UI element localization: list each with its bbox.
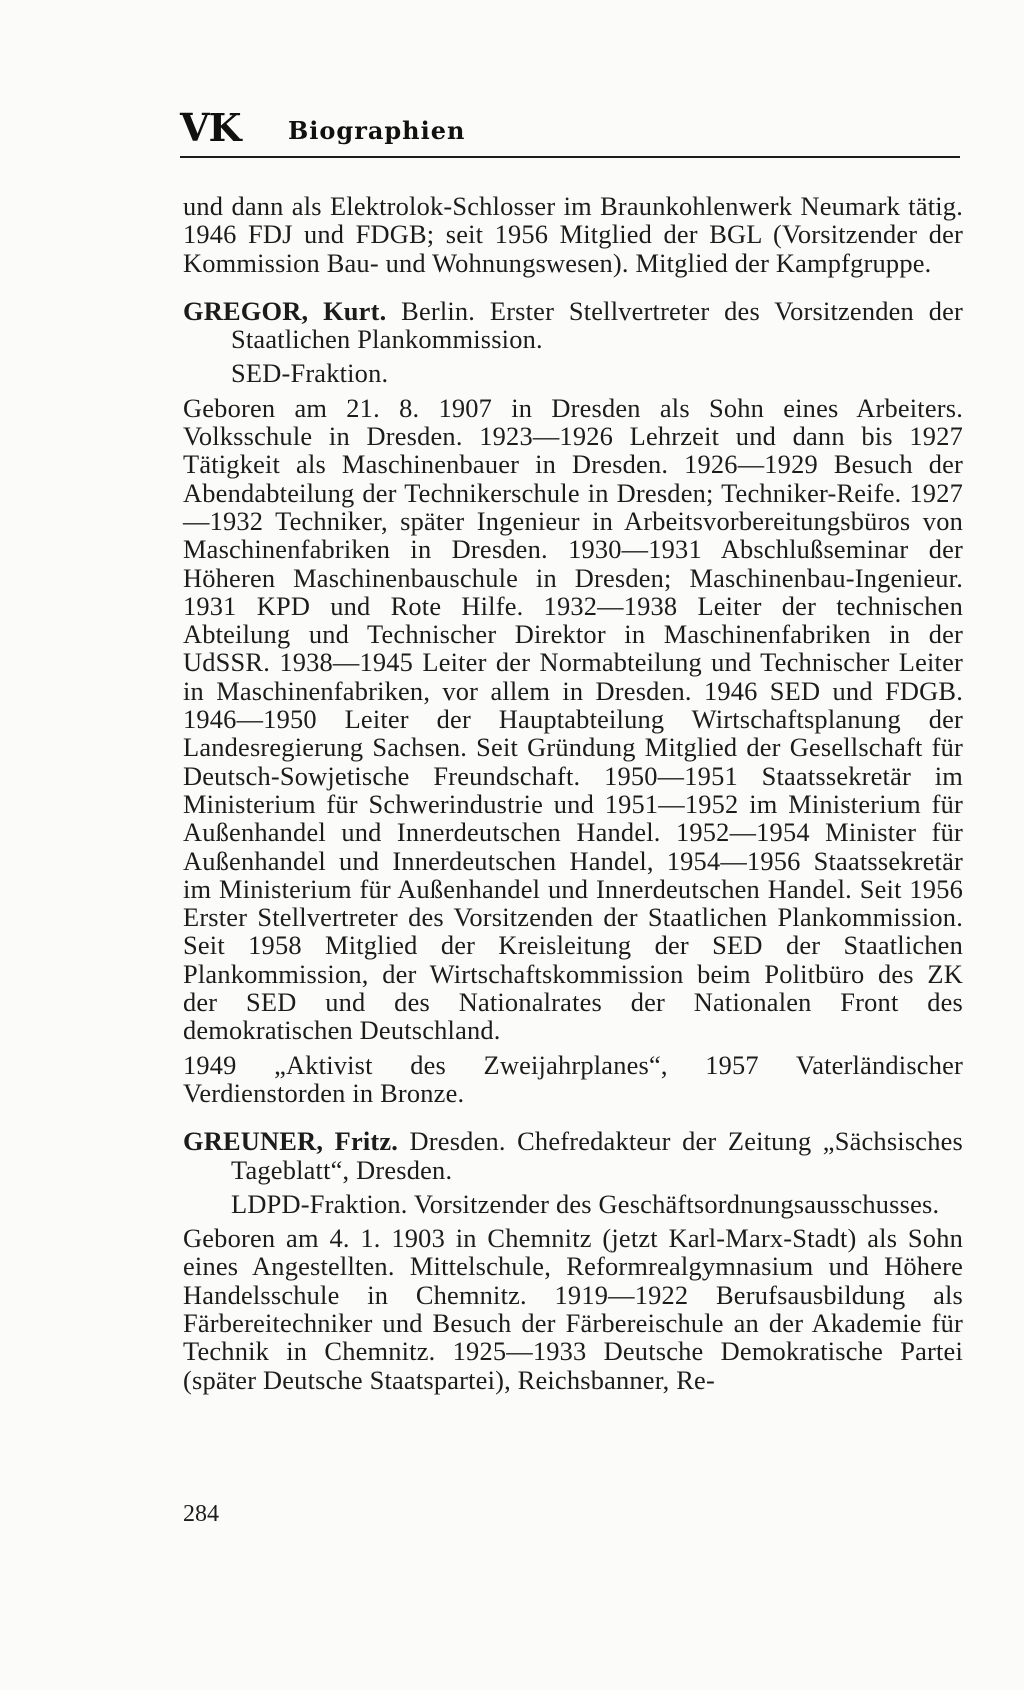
- entry-awards: 1949 „Aktivist des Zweijahrplanes“, 1957 Vaterländischer Verdienstorden in Bronze.: [183, 1049, 963, 1108]
- continuation-paragraph: und dann als Elektrolok-Schlosser im Braunkohlenwerk Neumark tätig. 1946 FDJ und FDGB; seit 1956 Mitglied der BGL (Vorsitzender der Kommission Bau- und Wohnungswesen). Mitglied der Kampfgruppe.: [183, 191, 963, 278]
- page-content: [183, 192, 963, 1394]
- section-title: Biographien: [288, 116, 466, 145]
- page-number: 284: [183, 1501, 219, 1527]
- biography-entry-gregor: [183, 297, 963, 1107]
- header-rule: [180, 156, 960, 158]
- biography-entry-greuner: [183, 1127, 963, 1394]
- running-header: [180, 105, 960, 152]
- entry-faction: SED-Fraktion.: [231, 358, 389, 389]
- entry-heading: [183, 1127, 963, 1184]
- entry-position: Berlin. Erster Stellvertreter des Vorsitzenden der Staatlichen Plankommission.: [231, 295, 963, 355]
- entry-name: GREGOR, Kurt.: [183, 295, 387, 326]
- entry-body: Geboren am 21. 8. 1907 in Dresden als Sohn eines Arbeiters. Volksschule in Dresden. 1923—1926 Lehrzeit und dann bis 1927 Tätigkeit als Maschinenbauer in Dresden. 1926—1929 Besuch der Abendabteilung der Technikerschule in Dresden; Techniker-Reife. 1927—1932 Techniker, später Ingenieur in Arbeitsvorbereitungsbüros von Maschinenfabriken in Dresden. 1930—1931 Abschlußseminar der Höheren Maschinenbauschule in Dresden; Maschinenbau-Ingenieur. 1931 KPD und Rote Hilfe. 1932—1938 Leiter der technischen Abteilung und Technischer Direktor in Maschinenfabriken in der UdSSR. 1938—1945 Leiter der Normabteilung und Technischer Leiter in Maschinenfabriken, vor allem in Dresden. 1946 SED und FDGB. 1946—1950 Leiter der Hauptabteilung Wirtschaftsplanung der Landesregierung Sachsen. Seit Gründung Mitglied der Gesellschaft für Deutsch-Sowjetische Freundschaft. 1950—1951 Staatssekretär im Ministerium für Schwerindustrie und 1951—1952 im Ministerium für Außenhandel und Innerdeutschen Handel. 1952—1954 Minister für Außenhandel und Innerdeutschen Handel, 1954—1956 Staatssekretär im Ministerium für Außenhandel und Innerdeutschen Handel. Seit 1956 Erster Stellvertreter des Vorsitzenden der Staatlichen Plankommission. Seit 1958 Mitglied der Kreisleitung der SED der Staatlichen Plankommission, der Wirtschaftskommission beim Politbüro des ZK der SED und des Nationalrates der Nationalen Front des demokratischen Deutschland.: [183, 392, 963, 1046]
- entry-faction: LDPD-Fraktion. Vorsitzender des Geschäftsordnungsausschusses.: [231, 1188, 940, 1219]
- vk-logo: VK: [180, 105, 241, 150]
- entry-body: Geboren am 4. 1. 1903 in Chemnitz (jetzt Karl-Marx-Stadt) als Sohn eines Angestellten. Mittelschule, Reformrealgymnasium und Höhere Handelsschule in Chemnitz. 1919—1922 Berufsausbildung als Färbereitechniker und Besuch der Färbereischule an der Akademie für Technik in Chemnitz. 1925—1933 Deutsche Demokratische Partei (später Deutsche Staatspartei), Reichsbanner, Re-: [183, 1223, 963, 1395]
- entry-name: GREUNER, Fritz.: [183, 1126, 399, 1157]
- entry-heading: [183, 297, 963, 354]
- entry-position: Dresden. Chefredakteur der Zeitung „Sächsisches Tageblatt“, Dresden.: [231, 1126, 963, 1185]
